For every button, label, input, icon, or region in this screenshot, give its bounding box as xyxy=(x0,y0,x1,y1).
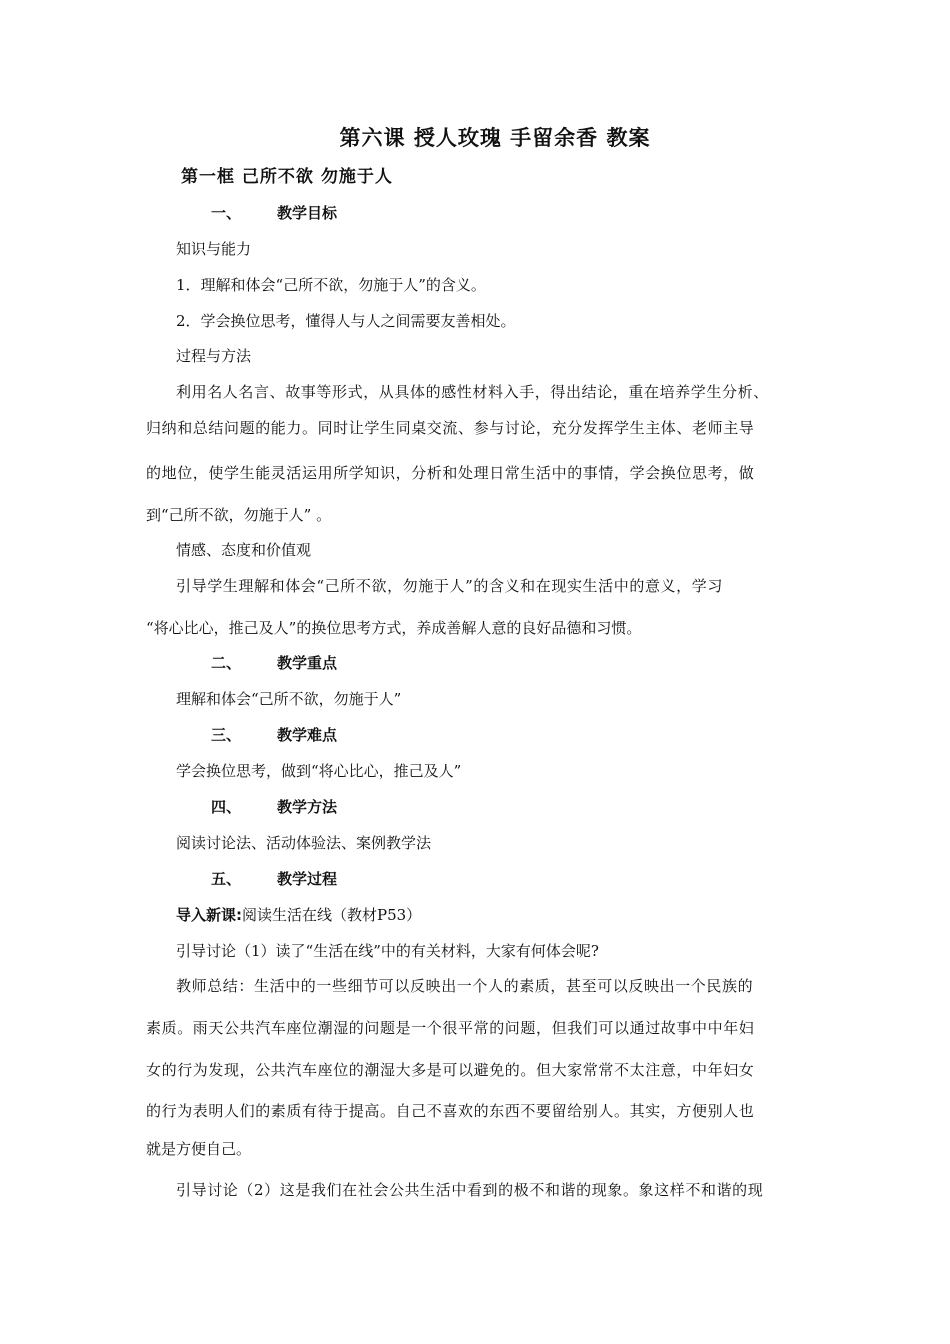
knowledge-item-1: 1．理解和体会“己所不欲，勿施于人”的含义。 xyxy=(176,276,486,294)
difficulty-text: 学会换位思考，做到“将心比心，推己及人” xyxy=(176,762,462,780)
paragraph-line: 引导学生理解和体会“己所不欲，勿施于人”的含义和在现实生活中的意义，学习 xyxy=(176,577,723,595)
paragraph-line: 到“己所不欲，勿施于人” 。 xyxy=(146,506,332,524)
paragraph-line: “将心比心，推己及人”的换位思考方式，养成善解人意的良好品德和习惯。 xyxy=(146,619,642,637)
section-number: 二、 xyxy=(211,654,242,672)
paragraph-line: 利用名人名言、故事等形式，从具体的感性材料入手，得出结论，重在培养学生分析、 xyxy=(176,383,769,401)
section-label: 教学方法 xyxy=(277,798,338,816)
paragraph-line: 教师总结：生活中的一些细节可以反映出一个人的素质，甚至可以反映出一个民族的 xyxy=(176,977,754,995)
document-title: 第六课 授人玫瑰 手留余香 教案 xyxy=(339,126,651,150)
intro-text: 阅读生活在线（教材P53） xyxy=(242,906,422,924)
key-point-text: 理解和体会“己所不欲，勿施于人” xyxy=(176,690,402,708)
paragraph-line: 就是方便自己。 xyxy=(146,1140,252,1158)
section-number: 五、 xyxy=(211,870,242,888)
paragraph-line: 素质。雨天公共汽车座位潮湿的问题是一个很平常的问题，但我们可以通过故事中中年妇 xyxy=(146,1019,755,1037)
emotion-heading: 情感、态度和价值观 xyxy=(176,541,312,559)
discussion-2: 引导讨论（2）这是我们在社会公共生活中看到的极不和谐的现象。象这样不和谐的现 xyxy=(176,1181,764,1199)
section-label: 教学重点 xyxy=(277,654,338,672)
section-number: 三、 xyxy=(211,726,242,744)
methods-text: 阅读讨论法、活动体验法、案例教学法 xyxy=(176,834,432,852)
knowledge-heading: 知识与能力 xyxy=(176,240,252,258)
section-label: 教学过程 xyxy=(277,870,338,888)
section-number: 四、 xyxy=(211,798,242,816)
paragraph-line: 的地位，使学生能灵活运用所学知识，分析和处理日常生活中的事情，学会换位思考，做 xyxy=(146,464,755,482)
section-number: 一、 xyxy=(211,204,242,222)
section-label: 教学难点 xyxy=(277,726,338,744)
intro-label: 导入新课: xyxy=(176,906,242,924)
document-subtitle: 第一框 己所不欲 勿施于人 xyxy=(181,167,393,187)
paragraph-line: 归纳和总结问题的能力。同时让学生同桌交流、参与讨论，充分发挥学生主体、老师主导 xyxy=(146,419,755,437)
discussion-1: 引导讨论（1）读了“生活在线”中的有关材料，大家有何体会呢? xyxy=(176,942,599,960)
paragraph-line: 女的行为发现，公共汽车座位的潮湿大多是可以避免的。但大家常常不太注意，中年妇女 xyxy=(146,1061,755,1079)
intro-line xyxy=(176,905,421,925)
process-method-heading: 过程与方法 xyxy=(176,347,252,365)
section-label: 教学目标 xyxy=(277,204,338,222)
knowledge-item-2: 2．学会换位思考，懂得人与人之间需要友善相处。 xyxy=(176,312,516,330)
paragraph-line: 的行为表明人们的素质有待于提高。自己不喜欢的东西不要留给别人。其实，方便别人也 xyxy=(146,1102,755,1120)
